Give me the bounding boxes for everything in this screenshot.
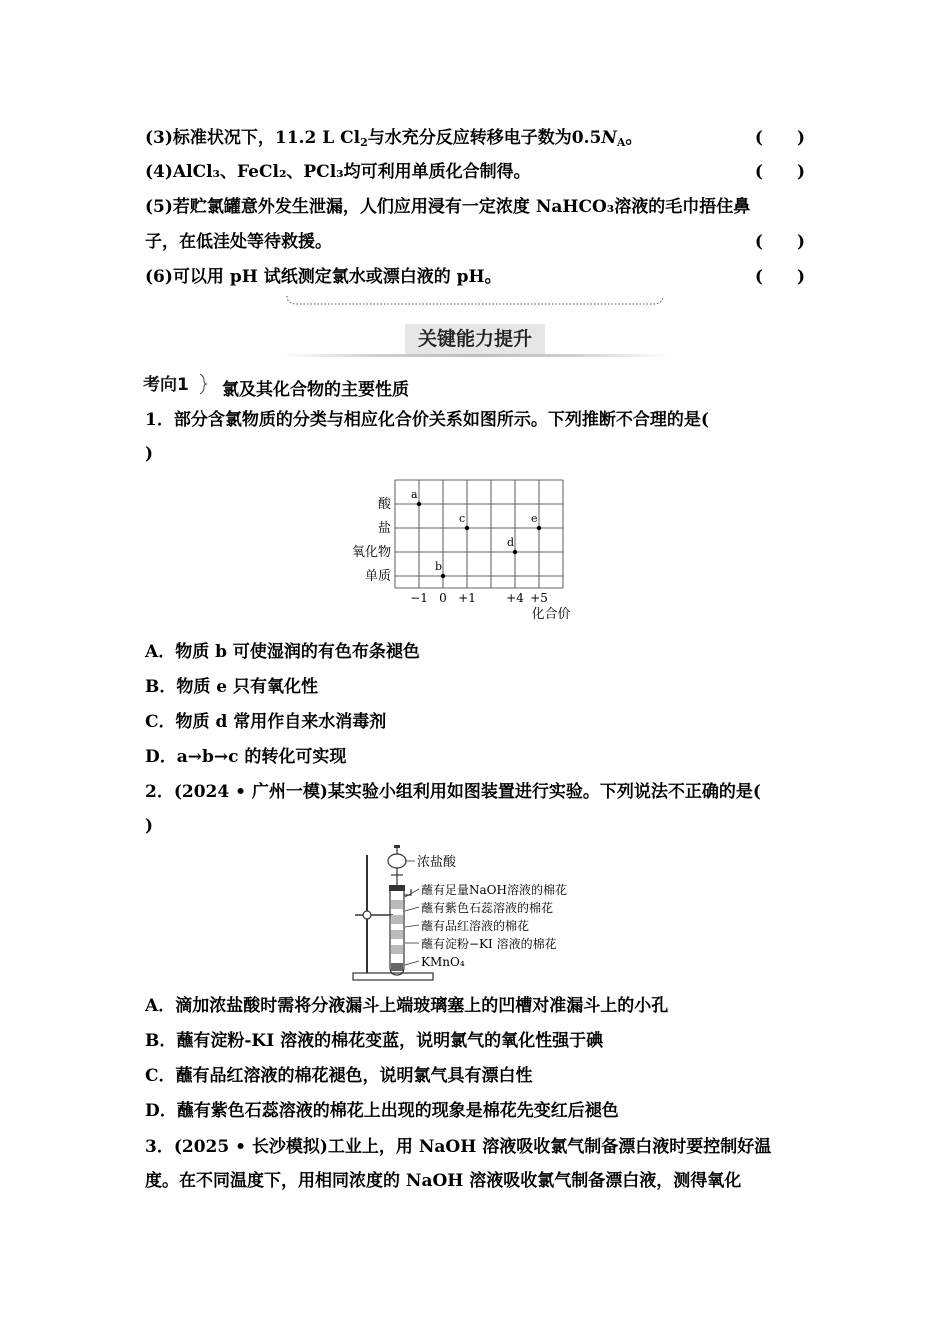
label-starch-ki-cotton: 蘸有淀粉−KI 溶液的棉花 (421, 937, 557, 951)
q2-option-d[interactable]: D．蘸有紫色石蕊溶液的棉花上出现的现象是棉花先变红后褪色 (145, 1101, 619, 1121)
valence-chart (345, 474, 605, 634)
label-litmus-cotton: 蘸有紫色石蕊溶液的棉花 (421, 901, 554, 915)
section-header (280, 322, 670, 358)
dropping-funnel (388, 854, 406, 868)
cotton-layer (391, 945, 403, 954)
cotton-layer (391, 930, 403, 939)
data-point-c (465, 526, 469, 530)
q1-option-a[interactable]: A．物质 b 可使湿润的有色布条褪色 (145, 642, 420, 662)
question-1-stem: 1．部分含氯物质的分类与相应化合价关系如图所示。下列推断不合理的是( (145, 410, 709, 430)
x-axis-label: 化合价 (531, 607, 571, 622)
judgment-text: 可以用 pH 试纸测定氯水或漂白液的 pH。 (172, 267, 502, 287)
y-category-label: 酸 (377, 497, 391, 512)
x-tick-label: +4 (506, 591, 524, 605)
judgment-text: 。 (625, 128, 643, 148)
stopper (389, 885, 405, 891)
judgment-number: (6) (145, 267, 173, 287)
data-point-a (417, 502, 421, 506)
x-tick-label: 0 (439, 591, 447, 605)
judgment-text: AlCl₃、FeCl₂、PCl₃均可利用单质化合制得。 (172, 162, 531, 182)
q2-option-a[interactable]: A．滴加浓盐酸时需将分液漏斗上端玻璃塞上的凹槽对准漏斗上的小孔 (145, 996, 669, 1016)
judgment-number: (5) (145, 197, 173, 217)
judgment-number: (4) (145, 162, 173, 182)
brace-icon (198, 373, 208, 395)
apparatus-figure (345, 845, 605, 985)
kmno4-solid (391, 963, 403, 971)
judgment-3 (145, 126, 805, 150)
data-point-label: b (435, 560, 443, 573)
topic-badge (143, 370, 208, 395)
label-magenta-cotton: 蘸有品红溶液的棉花 (421, 919, 530, 933)
q1-option-d[interactable]: D．a→b→c 的转化可实现 (145, 747, 347, 767)
y-category-label: 单质 (364, 569, 391, 584)
data-point-b (441, 574, 445, 578)
question-2-stem: 2．(2024 • 广州一模)某实验小组利用如图装置进行实验。下列说法不正确的是( (145, 782, 761, 802)
clamp-knob (363, 911, 371, 919)
question-3-line2: 度。在不同温度下，用相同浓度的 NaOH 溶液吸收氯气制备漂白液，测得氧化 (145, 1171, 742, 1191)
topic-label: 考向1 (143, 375, 189, 395)
judgment-5-line1 (145, 195, 805, 219)
cotton-layer (391, 900, 403, 909)
judgment-text: 子，在低洼处等待救援。 (145, 232, 332, 252)
subscript: 2 (360, 136, 368, 149)
label-conc-hcl: 浓盐酸 (417, 855, 457, 870)
x-tick-label: +5 (530, 591, 548, 605)
q1-option-c[interactable]: C．物质 d 常用作自来水消毒剂 (145, 712, 387, 732)
data-point-label: c (459, 512, 466, 525)
x-tick-label: −1 (410, 591, 428, 605)
question-3-line1: 3．(2025 • 长沙模拟)工业上，用 NaOH 溶液吸收氯气制备漂白液时要控制好温 (145, 1137, 772, 1157)
section-divider (285, 296, 665, 306)
cotton-layer (391, 915, 403, 924)
q2-option-c[interactable]: C．蘸有品红溶液的棉花褪色，说明氯气具有漂白性 (145, 1066, 533, 1086)
italic-symbol: N (601, 128, 617, 148)
q1-option-b[interactable]: B．物质 e 只有氧化性 (145, 677, 319, 697)
x-tick-label: +1 (458, 591, 476, 605)
subscript: A (616, 136, 626, 149)
answer-parenthesis[interactable]: ( ) (754, 232, 805, 252)
data-point-d (513, 550, 517, 554)
section-title: 关键能力提升 (405, 324, 545, 354)
topic-title: 氯及其化合物的主要性质 (222, 380, 409, 400)
data-point-label: a (411, 488, 418, 501)
data-point-e (537, 526, 541, 530)
judgment-5-line2 (145, 230, 805, 254)
data-point-label: e (531, 512, 538, 525)
label-kmno4: KMnO₄ (421, 955, 465, 969)
answer-parenthesis[interactable]: ( ) (754, 162, 805, 182)
judgment-text: 若贮氯罐意外发生泄漏，人们应用浸有一定浓度 NaHCO₃溶液的毛巾捂住鼻 (172, 197, 751, 217)
q2-option-b[interactable]: B．蘸有淀粉-KI 溶液的棉花变蓝，说明氯气的氧化性强于碘 (145, 1031, 604, 1051)
data-point-label: d (507, 536, 515, 549)
section-underline (280, 354, 670, 357)
answer-parenthesis[interactable]: ( ) (754, 267, 805, 287)
judgment-6 (145, 265, 805, 289)
judgment-text: 与水充分反应转移电子数为0.5 (367, 128, 602, 148)
y-category-label: 盐 (377, 521, 391, 536)
y-category-label: 氧化物 (351, 545, 391, 560)
judgment-number: (3) (145, 128, 173, 148)
judgment-text: 标准状况下，11.2 L Cl (172, 128, 361, 148)
answer-parenthesis[interactable]: ( ) (754, 128, 805, 148)
label-naoh-cotton: 蘸有足量NaOH溶液的棉花 (421, 883, 567, 897)
question-2-stem-end: ) (145, 816, 154, 836)
judgment-4 (145, 160, 805, 184)
question-1-stem-end: ) (145, 444, 154, 464)
